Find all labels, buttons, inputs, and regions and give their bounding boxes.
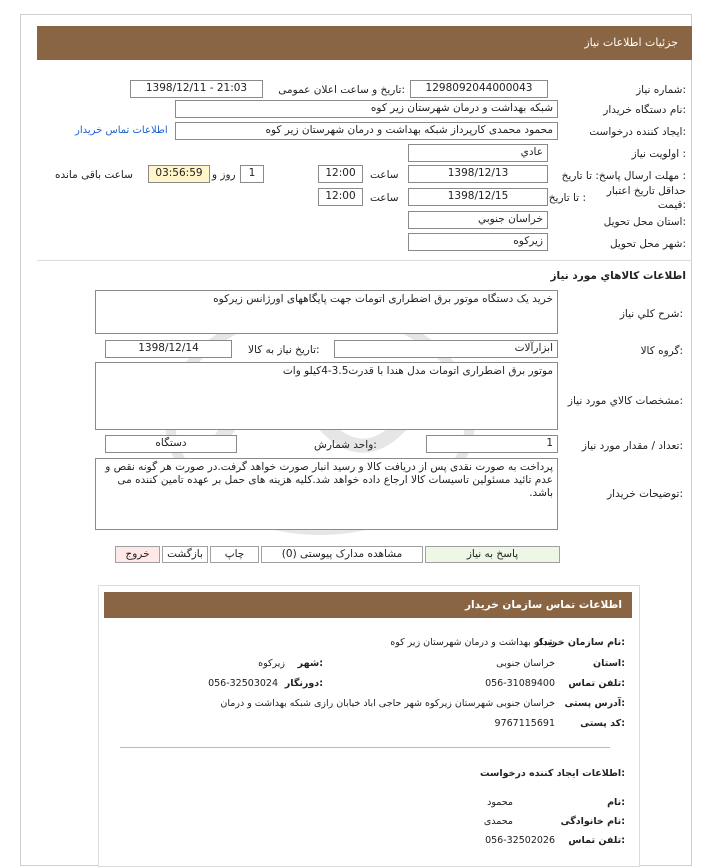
priority-label: اولویت نیاز :	[631, 148, 686, 160]
city-field[interactable]: زیرکوه	[408, 233, 548, 251]
summary-field[interactable]: خرید یک دستگاه موتور برق اضطراری اتومات جهت پایگاههای اورژانس زیرکوه	[95, 290, 558, 334]
creator-last-name-label: نام خانوادگی:	[560, 816, 625, 827]
print-button[interactable]: چاپ	[210, 546, 259, 563]
creator-first-name-label: نام:	[607, 797, 625, 808]
need-date-field[interactable]: 1398/12/14	[105, 340, 232, 358]
buyer-notes-field[interactable]: پرداخت به صورت نقدی پس از دریافت کالا و رسید انبار صورت خواهد گرفت.در صورت هر گونه نقص و عدم تائید مسئولین تاسیسات کالا ارجاع داده خواهد شد.کلیه هزینه های حمل بر عهده تامین کننده می باشد.	[95, 458, 558, 530]
contact-divider	[120, 747, 610, 748]
buyer-org-label: نام دستگاه خریدار:	[603, 104, 686, 116]
contact-address-value: خراسان جنوبی شهرستان زیرکوه شهر حاجی اباد خیابان رازی شبکه بهداشت و درمان	[220, 698, 555, 709]
deadline-time-label: ساعت	[370, 169, 399, 181]
page-title: جزئیات اطلاعات نیاز	[584, 36, 678, 49]
priority-field[interactable]: عادي	[408, 144, 548, 162]
contact-card	[98, 585, 640, 867]
exit-button[interactable]: خروج	[115, 546, 160, 563]
city-label: شهر محل تحویل:	[609, 238, 686, 250]
province-field[interactable]: خراسان جنوبي	[408, 211, 548, 229]
days-remaining-field[interactable]: 1	[240, 165, 264, 183]
announce-field[interactable]: 1398/12/11 - 21:03	[130, 80, 263, 98]
contact-fax-value: 056-32503024	[208, 678, 278, 689]
remaining-time-field[interactable]: 03:56:59	[148, 165, 210, 183]
contact-city-value: زیرکوه	[258, 658, 285, 669]
deadline-date-field[interactable]: 1398/12/13	[408, 165, 548, 183]
deadline-label: مهلت ارسال پاسخ: تا تاریخ :	[561, 170, 686, 182]
buyer-notes-label: توضیحات خریدار:	[607, 488, 683, 500]
creator-field[interactable]: محمود محمدی کارپرداز شبکه بهداشت و درمان شهرستان زیر کوه	[175, 122, 558, 140]
contact-fax-label: دورنگار:	[284, 678, 323, 689]
group-field[interactable]: ابزارآلات	[334, 340, 558, 358]
validity-time-label: ساعت	[370, 192, 399, 204]
contact-postal-label: کد پستی:	[580, 718, 625, 729]
validity-label: حداقل تاریخ اعتبار	[606, 185, 686, 197]
contact-province-value: خراسان جنوبی	[496, 658, 555, 669]
validity-to-label: تا تاریخ :	[548, 192, 586, 204]
need-number-field[interactable]: 1298092044000043	[410, 80, 548, 98]
creator-section-title: اطلاعات ایجاد کننده درخواست:	[479, 768, 625, 779]
attachments-button[interactable]: مشاهده مدارک پیوستی (0)	[261, 546, 423, 563]
contact-province-label: استان:	[593, 658, 625, 669]
creator-label: ایجاد کننده درخواست:	[589, 126, 686, 138]
page-header	[37, 26, 692, 60]
contact-org-value: شبکه بهداشت و درمان شهرستان زیر کوه	[390, 637, 555, 648]
validity-label-2: قیمت:	[657, 199, 686, 211]
divider	[37, 260, 692, 261]
summary-label: شرح کلي نياز:	[619, 308, 683, 320]
contact-card-title: اطلاعات تماس سازمان خریدار	[465, 599, 622, 611]
spec-label: مشخصات کالاي مورد نياز:	[567, 395, 683, 407]
contact-city-label: شهر:	[297, 658, 323, 669]
unit-label: واحد شمارش:	[314, 439, 377, 451]
announce-label: تاریخ و ساعت اعلان عمومی:	[278, 84, 405, 96]
deadline-time-field[interactable]: 12:00	[318, 165, 363, 183]
contact-phone-value: 056-31089400	[485, 678, 555, 689]
contact-postal-value: 9767115691	[494, 718, 555, 729]
contact-phone-label: تلفن تماس:	[568, 678, 625, 689]
province-label: استان محل تحویل:	[603, 216, 686, 228]
buyer-contact-link[interactable]: اطلاعات تماس خریدار	[75, 125, 168, 136]
contact-org-label: نام سازمان خریدار:	[534, 637, 625, 648]
buyer-org-field[interactable]: شبکه بهداشت و درمان شهرستان زیر کوه	[175, 100, 558, 118]
reply-button[interactable]: پاسخ به نیاز	[425, 546, 560, 563]
days-label: روز و	[212, 169, 236, 181]
contact-address-label: آدرس پستی:	[564, 698, 625, 709]
need-number-label: شماره نیاز:	[636, 84, 686, 96]
group-label: گروه کالا:	[640, 345, 683, 357]
remaining-time-label: ساعت باقی مانده	[55, 169, 133, 181]
qty-field[interactable]: 1	[426, 435, 558, 453]
validity-time-field[interactable]: 12:00	[318, 188, 363, 206]
back-button[interactable]: بازگشت	[162, 546, 208, 563]
contact-card-header	[104, 592, 632, 618]
goods-section-title: اطلاعات کالاهاي مورد نياز	[550, 270, 686, 282]
need-date-label: تاریخ نیاز به کالا:	[248, 344, 320, 356]
unit-field[interactable]: دستگاه	[105, 435, 237, 453]
creator-phone-value: 056-32502026	[485, 835, 555, 846]
spec-field[interactable]: موتور برق اضطراری اتومات مدل هندا با قدرت3.5-4کیلو وات	[95, 362, 558, 430]
qty-label: تعداد / مقدار مورد نیاز:	[581, 440, 683, 452]
creator-first-name-value: محمود	[487, 797, 513, 808]
creator-phone-label: تلفن تماس:	[568, 835, 625, 846]
validity-date-field[interactable]: 1398/12/15	[408, 188, 548, 206]
creator-last-name-value: محمدی	[483, 816, 513, 827]
